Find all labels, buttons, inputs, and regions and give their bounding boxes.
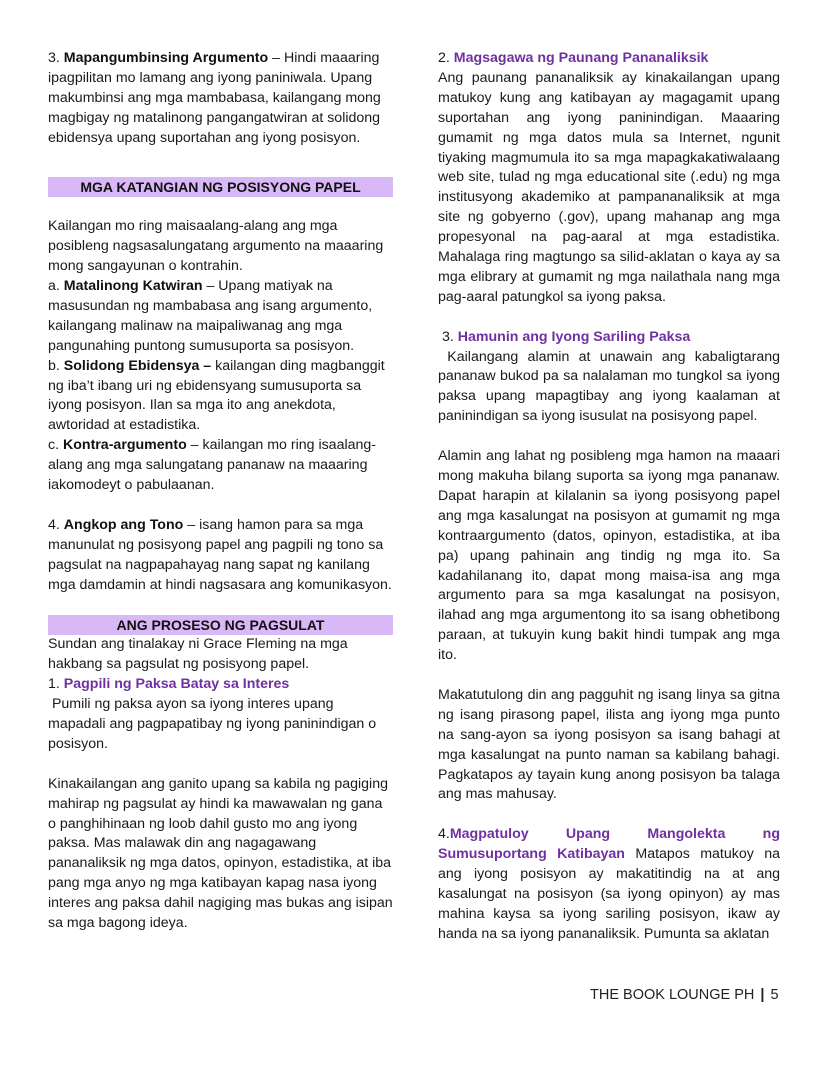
right-column bbox=[438, 49, 784, 945]
item-body: – Hindi maaaring ipagpilitan mo lamang ang iyong paniniwala. Upang makumbinsi ang mga mambabasa, kailangang mong magbigay ng matalinong pangangatwiran at solidong ebidensya upang suportahan ang iyong posisyon. bbox=[48, 50, 381, 146]
step-2-heading bbox=[438, 49, 780, 69]
intro-paragraph: Kailangan mo ring maisaalang-alang ang mga posibleng nagsasalungatang argumento na maaaring mong sangayunan o kontrahin. bbox=[48, 218, 384, 275]
item-title: Mapangumbinsing Argumento bbox=[63, 50, 269, 66]
item-title: Solidong Ebidensya – bbox=[63, 357, 212, 374]
item-b-paragraph bbox=[48, 357, 393, 437]
step-3-paragraph-2: Alamin ang lahat ng posibleng mga hamon na maaari mong makuha bilang suporta sa iyong mga pananaw. Dapat harapin at kilalanin sa iyong posisyong papel ang mga kasalungat na posisyon at gumamit ng mga kontraargumento (datos, opinyon, estadistika, at iba pa) upang pahinain ang tindig ng mga ito. Sa kadahilanang ito, dapat mong maisa-isa ang mga argumento para sa mga kasalungat na posisyon, ilahad ang mga argumentong ito sa isang obhetibong paraan, at tukuyin kung bakit hindi tumpak ang mga ito. bbox=[438, 448, 780, 664]
item-body: – Upang matiyak na masusundan ng mambabasa ang isang argumento, kailangang malinaw na maipaliwanag ang mga pangunahing puntong sumusuporta sa posisyon. bbox=[48, 278, 373, 354]
step-4-paragraph bbox=[438, 825, 780, 944]
item-body: – isang hamon para sa mga manunulat ng posisyong papel ang pagpili ng tono sa pagsulat na nagpapahayag nang sapat ng kanilang mga damdamin at hindi nagsasara ang komunikasyon. bbox=[48, 516, 392, 593]
item-number: 3. bbox=[48, 50, 64, 66]
page-footer bbox=[590, 986, 779, 1006]
page-number: 5 bbox=[770, 987, 779, 1003]
step-3-paragraph-3: Makatutulong din ang pagguhit ng isang linya sa gitna ng isang pirasong papel, ilista ang iyong mga punto na sang-ayon sa iyong posisyon sa isang bahagi at mga kasalungat na punto naman sa kabilang bahagi. Pagkatapos ay tayain kung anong posisyon ba talaga ang mas mahusay. bbox=[438, 686, 780, 803]
process-intro-paragraph: Sundan ang tinalakay ni Grace Fleming na mga hakbang sa pagsulat ng posisyong papel. bbox=[48, 636, 348, 673]
step-title: Hamunin ang Iyong Sariling Paksa bbox=[457, 328, 691, 345]
step-3-heading bbox=[438, 328, 780, 348]
step-title: Magsagawa ng Paunang Pananaliksik bbox=[453, 50, 709, 66]
step-title: Pagpili ng Paksa Batay sa Interes bbox=[63, 676, 290, 693]
section-banner-proseso: ANG PROSESO NG PAGSULAT bbox=[48, 615, 393, 635]
item-number: 4. bbox=[48, 516, 64, 533]
left-column bbox=[48, 49, 393, 934]
step-title: Magpatuloy Upang Mangolekta ng Sumusuportang Katibayan bbox=[438, 826, 780, 863]
step-number: 4. bbox=[438, 826, 450, 843]
item-letter: c. bbox=[48, 437, 63, 454]
footer-separator: | bbox=[760, 987, 765, 1003]
item-title: Matalinong Katwiran bbox=[63, 278, 203, 295]
item-body: kailangan ding magbanggit ng iba’t ibang uri ng ebidensyang sumusuporta sa iyong posisyon. Ilan sa mga ito ang anekdota, awtoridad at estadistika. bbox=[48, 357, 385, 434]
item-a-paragraph bbox=[48, 277, 393, 357]
step-body: Matapos matukoy na ang iyong posisyon ay makatitindig na at ang kasalungat na posisyon (sa iyong opinyon) ay mas mahina kaysa sa iyong sariling posisyon, ikaw ay handa na sa iyong pananaliksik. Pumunta sa aklatan bbox=[438, 846, 780, 942]
item-body: – kailangan mo ring isaalang-alang ang mga salungatang pananaw na maaaring iakomodeyt o pabulaanan. bbox=[48, 437, 377, 494]
item-4-paragraph bbox=[48, 516, 393, 596]
step-1-body: Pumili ng paksa ayon sa iyong interes upang mapadali ang pagpapatibay ng iyong paninindigan o posisyon. bbox=[48, 696, 381, 752]
item-3-paragraph bbox=[48, 49, 393, 149]
step-number: 1. bbox=[48, 676, 64, 693]
step-3-body: Kailangang alamin at unawain ang kabaligtarang pananaw bukod pa sa nalalaman mo tungkol sa iyong paksa upang mapagtibay ang iyong kaalaman at paninindigan sa iyong isusulat na posisyong papel. bbox=[438, 348, 784, 425]
step-1-heading bbox=[48, 675, 393, 695]
item-title: Kontra-argumento bbox=[62, 437, 187, 454]
item-letter: a. bbox=[48, 278, 64, 295]
step-number: 3. bbox=[438, 328, 458, 345]
step-2-body: Ang paunang pananaliksik ay kinakailangan upang matukoy kung ang katibayan ay magagamit upang suportahan ang iyong paninindigan. Maaaring gumamit ng mga datos mula sa Internet, ngunit tiyaking magmumula ito sa mga mapagkakatiwalaang web site, tulad ng mga educational site (.edu) ng mga institusyong akademiko at pampananaliksik at mga site ng gobyerno (.gov), upang mahanap ang mga propesyonal na pag-aaral at mga estadistika. Mahalaga ring magtungo sa silid-aklatan o kaya ay sa mga elibrary at gumamit ng mga nailathala nang mga pag-aaral patungkol sa iyong paksa. bbox=[438, 69, 780, 305]
step-1-more-paragraph: Kinakailangan ang ganito upang sa kabila ng pagiging mahirap ng pagsulat ay hindi ka mawawalan ng gana o panghihinaan ng loob dahil gusto mo ang iyong paksa. Mas malawak din ang nagagawang pananaliksik ng mga datos, opinyon, estadistika, at iba pang mga anyo ng mga katibayan kapag nasa iyong interes ang paksa dahil nagiging mas bukas ang isipan sa mga bagong ideya. bbox=[48, 775, 393, 932]
section-banner-katangian: MGA KATANGIAN NG POSISYONG PAPEL bbox=[48, 177, 393, 197]
step-number: 2. bbox=[438, 50, 454, 66]
item-c-paragraph bbox=[48, 436, 393, 496]
publisher-name: THE BOOK LOUNGE PH bbox=[590, 987, 755, 1003]
item-letter: b. bbox=[48, 357, 64, 374]
item-title: Angkop ang Tono bbox=[63, 516, 184, 533]
